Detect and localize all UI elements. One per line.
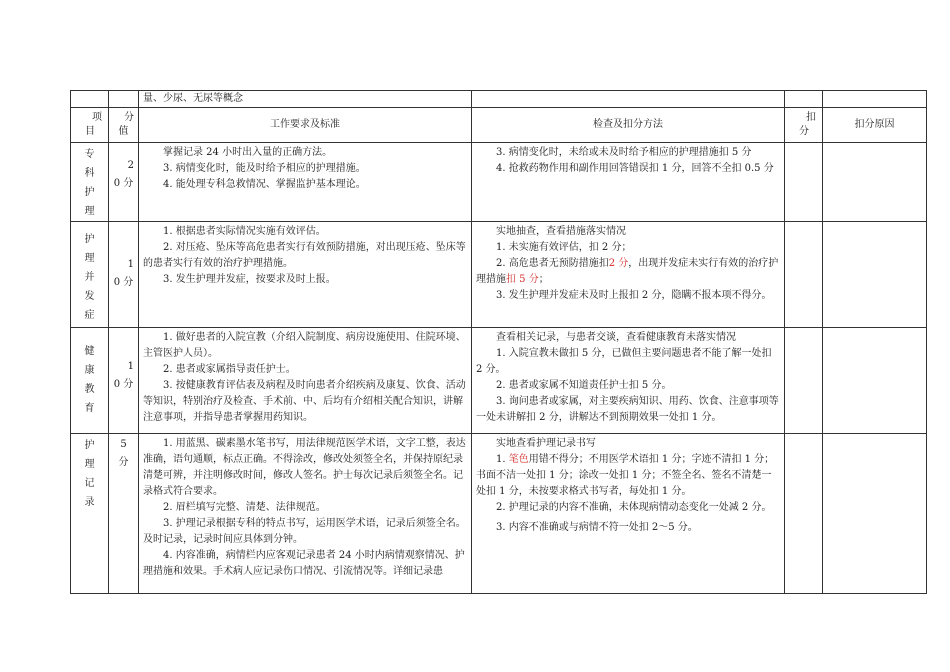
score-cell <box>109 222 139 328</box>
check-cell <box>472 143 785 222</box>
item-char: 科 <box>84 168 95 179</box>
check-cell <box>472 222 785 328</box>
nursing-assessment-table <box>70 90 927 594</box>
score-value: 2 <box>127 160 134 171</box>
requirement-line: 2. 眉栏填写完整、清楚、法律规范。 <box>163 502 326 513</box>
header-deduct-char: 扣 <box>806 112 816 123</box>
check-text: ，出现并发症未实行有效的治疗护理措施 <box>476 258 779 285</box>
requirements-cell <box>139 143 472 222</box>
item-char: 育 <box>84 403 95 414</box>
item-char: 护 <box>84 187 95 198</box>
header-check-method: 检查及扣分方法 <box>472 108 785 143</box>
assessment-table-page <box>70 90 926 594</box>
check-text: 2. 高危患者无预防措施扣 <box>496 258 609 269</box>
requirement-line: 1. 根据患者实际情况实施有效评估。 <box>163 226 326 237</box>
header-score-char: 值 <box>118 126 129 137</box>
item-char: 发 <box>84 291 95 302</box>
requirements-cell <box>139 222 472 328</box>
header-score-char: 分 <box>124 112 134 123</box>
item-char: 康 <box>84 365 95 376</box>
table-row <box>71 143 927 222</box>
score-unit: 分 <box>118 457 129 468</box>
score-unit: 0 分 <box>113 178 134 189</box>
score-cell <box>109 143 139 222</box>
check-text: 用错不得分；不用医学术语扣 1 分；字迹不清扣 1 分；书面不洁一处扣 1 分；涂改一处扣 1 分；不签全名、签名不清楚一处扣 1 分，未按要求格式书写者，每处扣 1 分。 <box>476 454 775 497</box>
header-item-char: 项 <box>92 112 102 123</box>
header-requirements: 工作要求及标准 <box>139 108 472 143</box>
score-cell <box>109 328 139 434</box>
deduct-cell <box>785 222 823 328</box>
check-line <box>476 256 780 288</box>
requirement-line: 4. 内容准确，病情栏内应客观记录患者 24 小时内病情观察情况、护理措施和效果。手术病人应记录伤口情况、引流情况等。详细记录患 <box>143 550 465 577</box>
check-cell <box>472 328 785 434</box>
requirements-cell <box>139 328 472 434</box>
cell-empty <box>109 91 139 108</box>
item-char: 症 <box>84 310 95 321</box>
item-char: 录 <box>84 497 95 508</box>
item-cell <box>71 434 109 594</box>
check-line: 3. 内容不准确或与病情不符一处扣 2～5 分。 <box>496 522 698 533</box>
requirement-line: 3. 病情变化时，能及时给予相应的护理措施。 <box>163 163 366 174</box>
item-cell <box>71 222 109 328</box>
cell-empty <box>785 91 823 108</box>
check-intro: 查看相关记录，与患者交谈，查看健康教育未落实情况 <box>496 332 736 343</box>
check-highlight: 笔色 <box>508 454 529 465</box>
header-item <box>71 108 109 143</box>
deduct-cell <box>785 434 823 594</box>
check-text: ； <box>538 274 549 285</box>
requirement-line: 2. 对压疮、坠床等高危患者实行有效预防措施，对出现压疮、坠床等的患者实行有效的治疗护理措施。 <box>143 242 466 269</box>
requirement-line: 3. 按健康教育评估表及病程及时向患者介绍疾病及康复、饮食、活动等知识，特别治疗及检查、手术前、中、后均有介绍相关配合知识，讲解注意事项，并指导患者掌握用药知识。 <box>143 380 466 423</box>
item-cell <box>71 328 109 434</box>
deduct-cell <box>785 143 823 222</box>
check-line: 2. 护理记录的内容不准确，未体现病情动态变化一处减 2 分。 <box>496 502 772 513</box>
requirement-line: 1. 用蓝黑、碳素墨水笔书写，用法律规范医学术语，文字工整，表达准确，语句通顺，标点正确。不得涂改，修改处须签全名，并保持原纪录清楚可辨，并注明修改时间，修改人签名。护士每次记录后须签全名。记录格式符合要求。 <box>143 438 466 497</box>
requirements-cell <box>139 434 472 594</box>
item-cell <box>71 143 109 222</box>
score-value: 5 <box>120 439 127 450</box>
score-value: 1 <box>127 361 134 372</box>
reason-cell <box>823 328 927 434</box>
cell-empty <box>71 91 109 108</box>
item-char: 健 <box>84 346 95 357</box>
check-line <box>476 452 780 500</box>
requirement-line: 3. 护理记录根据专科的特点书写，运用医学术语，记录后须签全名。及时记录，记录时间应具体到分钟。 <box>143 518 466 545</box>
requirement-line: 掌握记录 24 小时出入量的正确方法。 <box>163 147 333 158</box>
check-highlight: 扣 5 分 <box>506 274 539 285</box>
check-line: 3. 发生护理并发症未及时上报扣 2 分，隐瞒不报本项不得分。 <box>496 290 772 301</box>
check-line: 3. 病情变化时，未给或未及时给予相应的护理措施扣 5 分 <box>496 147 752 158</box>
check-cell <box>472 434 785 594</box>
item-char: 理 <box>84 253 95 264</box>
check-line: 4. 抢救药物作用和副作用回答错误扣 1 分，回答不全扣 0.5 分 <box>496 163 774 174</box>
check-line: 2. 患者或家属不知道责任护士扣 5 分。 <box>496 380 672 391</box>
item-char: 护 <box>84 234 95 245</box>
check-line: 1. 未实施有效评估，扣 2 分； <box>496 242 632 253</box>
header-item-char: 目 <box>85 126 95 137</box>
check-intro: 实地抽查，查看措施落实情况 <box>496 226 626 237</box>
continuation-text <box>139 91 472 108</box>
header-deduct-char: 分 <box>799 126 809 137</box>
continuation-row <box>71 91 927 108</box>
score-cell <box>109 434 139 594</box>
continuation-label: 量、少尿、无尿等概念 <box>143 93 243 104</box>
item-char: 记 <box>84 478 95 489</box>
requirement-line: 3. 发生护理并发症，按要求及时上报。 <box>163 274 336 285</box>
cell-empty <box>472 91 785 108</box>
requirement-line: 1. 做好患者的入院宣教（介绍入院制度、病房设施使用、住院环境、主管医护人员）。 <box>143 332 466 359</box>
reason-cell <box>823 143 927 222</box>
score-unit: 0 分 <box>113 277 134 288</box>
reason-cell <box>823 222 927 328</box>
item-char: 教 <box>84 384 95 395</box>
header-score <box>109 108 139 143</box>
check-text: 1. <box>496 454 509 465</box>
check-highlight: 2 分 <box>608 258 629 269</box>
table-row <box>71 434 927 594</box>
item-char: 专 <box>84 149 95 160</box>
item-char: 理 <box>84 459 95 470</box>
score-value: 1 <box>127 259 134 270</box>
reason-cell <box>823 434 927 594</box>
table-row <box>71 328 927 434</box>
header-deduct <box>785 108 823 143</box>
check-line: 1. 入院宣教未做扣 5 分，已做但主要问题患者不能了解一处扣 2 分。 <box>476 348 772 375</box>
check-intro: 实地查看护理记录书写 <box>496 438 596 449</box>
header-row <box>71 108 927 143</box>
header-reason: 扣分原因 <box>823 108 927 143</box>
requirement-line: 4. 能处理专科急救情况、掌握监护基本理论。 <box>163 179 366 190</box>
check-line: 3. 询问患者或家属，对主要疾病知识、用药、饮食、注意事项等一处未讲解扣 2 分，讲解达不到预期效果一处扣 1 分。 <box>476 396 779 423</box>
item-char: 并 <box>84 272 95 283</box>
requirement-line: 2. 患者或家属指导责任护士。 <box>163 364 296 375</box>
table-row <box>71 222 927 328</box>
cell-empty <box>823 91 927 108</box>
item-char: 理 <box>84 206 95 217</box>
item-char: 护 <box>84 440 95 451</box>
score-unit: 0 分 <box>113 379 134 390</box>
deduct-cell <box>785 328 823 434</box>
